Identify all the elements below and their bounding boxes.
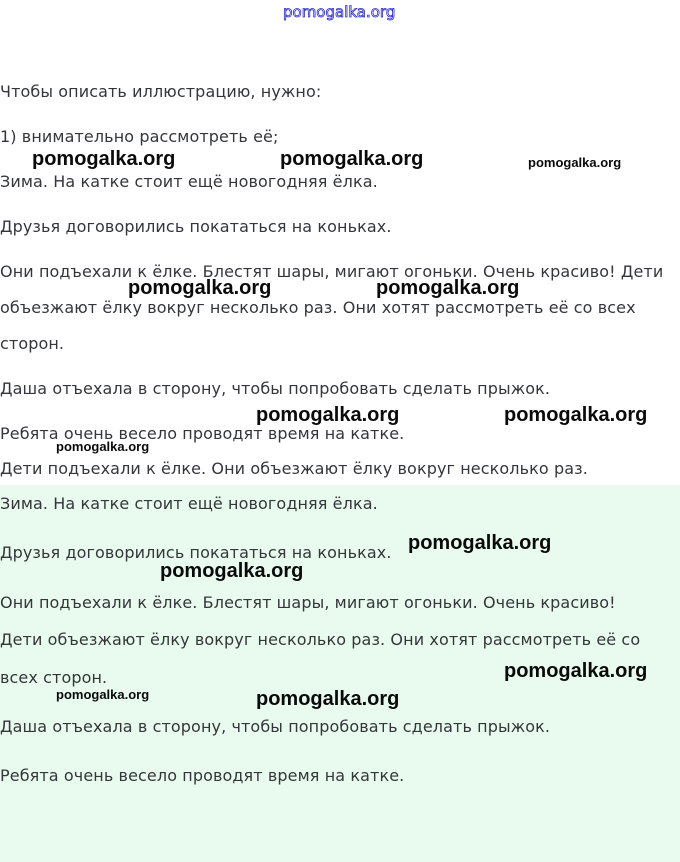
text-line: всех сторон. — [0, 668, 108, 687]
watermark: pomogalka.org — [528, 155, 622, 170]
watermark: pomogalka.org — [504, 404, 648, 426]
text-line: Они подъехали к ёлке. Блестят шары, мигают огоньки. Очень красиво! Дети — [0, 262, 664, 281]
text-line: Зима. На катке стоит ещё новогодняя ёлка. — [0, 172, 378, 191]
text-line: Они подъехали к ёлке. Блестят шары, мигают огоньки. Очень красиво! — [0, 593, 616, 612]
text-line: Друзья договорились покататься на коньках. — [0, 217, 392, 236]
top-watermark: pomogalka.org — [283, 3, 396, 21]
watermark: pomogalka.org — [376, 277, 520, 299]
text-line: объезжают ёлку вокруг несколько раз. Они хотят рассмотреть её со всех — [0, 298, 636, 317]
text-line: Ребята очень весело проводят время на катке. — [0, 424, 405, 443]
text-line: сторон. — [0, 334, 65, 353]
watermark: pomogalka.org — [56, 687, 150, 702]
watermark: pomogalka.org — [56, 439, 150, 454]
watermark: pomogalka.org — [128, 277, 272, 299]
intro-text: Чтобы описать иллюстрацию, нужно: — [0, 82, 322, 101]
watermark: pomogalka.org — [504, 660, 648, 682]
watermark: pomogalka.org — [256, 688, 400, 710]
watermark: pomogalka.org — [280, 148, 424, 170]
text-line: Даша отъехала в сторону, чтобы попробовать сделать прыжок. — [0, 717, 551, 736]
watermark: pomogalka.org — [32, 148, 176, 170]
text-line: Дети подъехали к ёлке. Они объезжают ёлку вокруг несколько раз. — [0, 459, 588, 478]
text-line: Зима. На катке стоит ещё новогодняя ёлка. — [0, 494, 378, 513]
text-line: Ребята очень весело проводят время на катке. — [0, 766, 405, 785]
watermark: pomogalka.org — [160, 560, 304, 582]
watermark: pomogalka.org — [256, 404, 400, 426]
step-1-text: 1) внимательно рассмотреть её; — [0, 127, 279, 146]
text-line: Даша отъехала в сторону, чтобы попробовать сделать прыжок. — [0, 379, 551, 398]
watermark: pomogalka.org — [408, 532, 552, 554]
text-line: Дети объезжают ёлку вокруг несколько раз. Они хотят рассмотреть её со — [0, 630, 641, 649]
text-line: Друзья договорились покататься на коньках. — [0, 543, 392, 562]
